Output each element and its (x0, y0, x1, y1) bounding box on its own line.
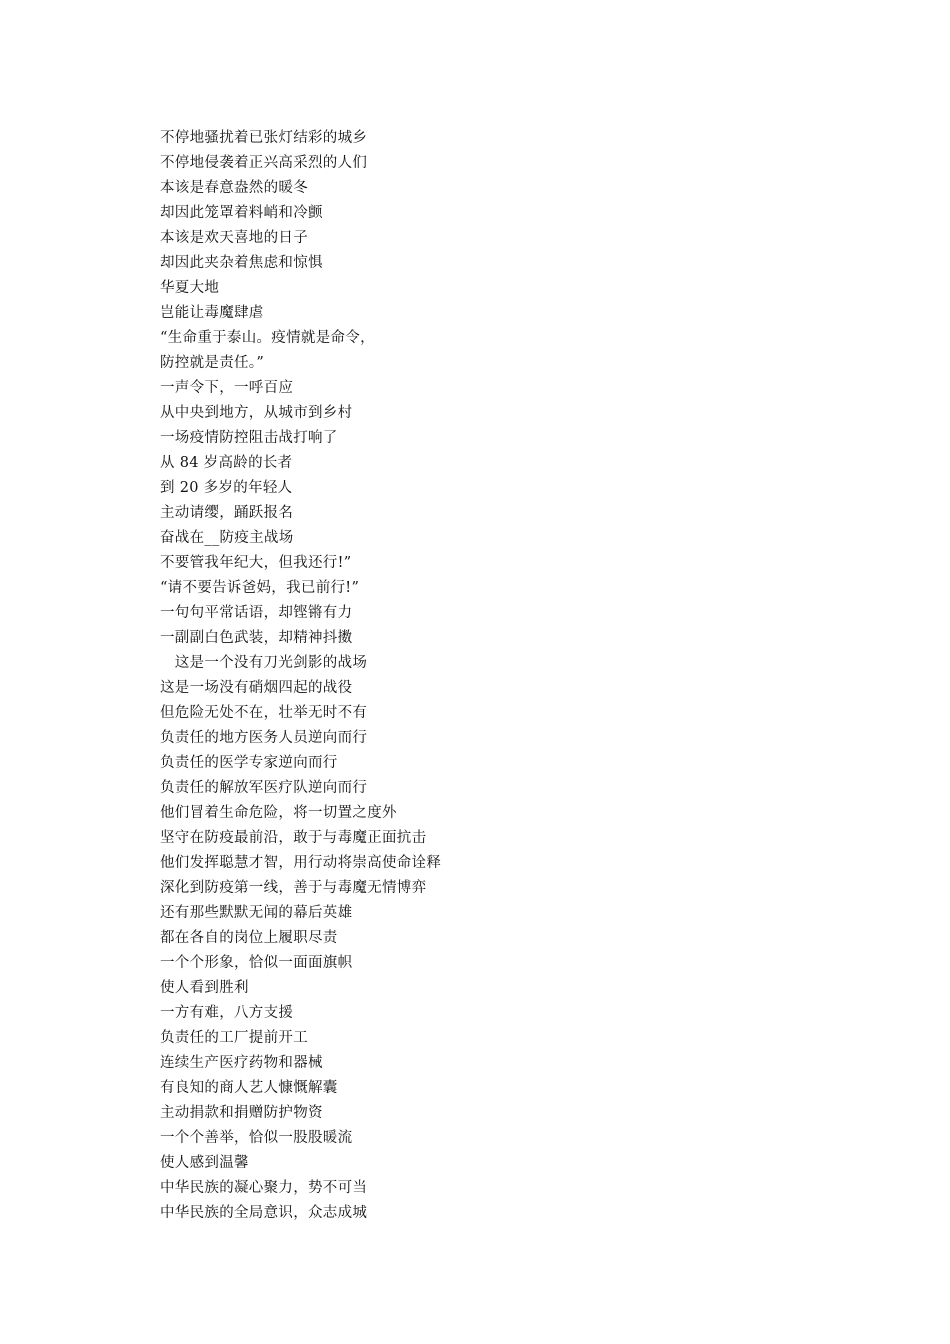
poem-line: 使人感到温馨 (160, 1155, 249, 1171)
poem-line: 却因此夹杂着焦虑和惊惧 (160, 255, 323, 271)
poem-line: 奋战在__防疫主战场 (160, 530, 294, 546)
poem-line: 一个个善举，恰似一股股暖流 (160, 1130, 353, 1146)
poem-line: 从中央到地方，从城市到乡村 (160, 405, 353, 421)
poem-line: 主动捐款和捐赠防护物资 (160, 1105, 323, 1121)
poem-line: 到 20 多岁的年轻人 (160, 480, 293, 496)
poem-line: 本该是欢天喜地的日子 (160, 230, 308, 246)
poem-line: 一副副白色武装，却精神抖擞 (160, 630, 353, 646)
poem-line: “请不要告诉爸妈，我已前行!” (160, 580, 360, 596)
poem-line: 一方有难，八方支援 (160, 1005, 294, 1021)
poem-line: 深化到防疫第一线，善于与毒魔无情博弈 (160, 880, 427, 896)
poem-line: 中华民族的凝心聚力，势不可当 (160, 1180, 368, 1196)
poem-line: 负责任的解放军医疗队逆向而行 (160, 780, 368, 796)
poem-line: 连续生产医疗药物和器械 (160, 1055, 323, 1071)
poem-line: 都在各自的岗位上履职尽责 (160, 930, 338, 946)
poem-line: 但危险无处不在，壮举无时不有 (160, 705, 368, 721)
poem-line: 一场疫情防控阻击战打响了 (160, 430, 338, 446)
poem-line: 他们发挥聪慧才智，用行动将崇高使命诠释 (160, 855, 442, 871)
poem-text (160, 126, 860, 1226)
poem-line: 他们冒着生命危险，将一切置之度外 (160, 805, 397, 821)
poem-line: 还有那些默默无闻的幕后英雄 (160, 905, 353, 921)
poem-line: 一个个形象，恰似一面面旗帜 (160, 955, 353, 971)
poem-line: 负责任的地方医务人员逆向而行 (160, 730, 368, 746)
poem-line: 从 84 岁高龄的长者 (160, 455, 293, 471)
poem-line: 有良知的商人艺人慷慨解囊 (160, 1080, 338, 1096)
poem-line: 本该是春意盎然的暖冬 (160, 180, 308, 196)
poem-line: 使人看到胜利 (160, 980, 249, 996)
poem-line: 负责任的工厂提前开工 (160, 1030, 308, 1046)
poem-line: 不停地侵袭着正兴高采烈的人们 (160, 155, 368, 171)
poem-line: 岂能让毒魔肆虐 (160, 305, 264, 321)
poem-line: 却因此笼罩着料峭和冷颤 (160, 205, 323, 221)
poem-line: 主动请缨，踊跃报名 (160, 505, 294, 521)
poem-line: 中华民族的全局意识，众志成城 (160, 1205, 368, 1221)
poem-line: 这是一个没有刀光剑影的战场 (160, 655, 368, 671)
poem-line: 一声令下，一呼百应 (160, 380, 294, 396)
poem-line: 不停地骚扰着已张灯结彩的城乡 (160, 130, 368, 146)
poem-line: 坚守在防疫最前沿，敢于与毒魔正面抗击 (160, 830, 427, 846)
poem-line: 防控就是责任。” (160, 355, 265, 371)
poem-line: “生命重于泰山。疫情就是命令， (160, 330, 375, 346)
poem-line: 不要管我年纪大，但我还行!” (160, 555, 352, 571)
poem-line: 一句句平常话语，却铿锵有力 (160, 605, 353, 621)
poem-line: 华夏大地 (160, 280, 220, 296)
poem-line: 负责任的医学专家逆向而行 (160, 755, 338, 771)
poem-line: 这是一场没有硝烟四起的战役 (160, 680, 353, 696)
